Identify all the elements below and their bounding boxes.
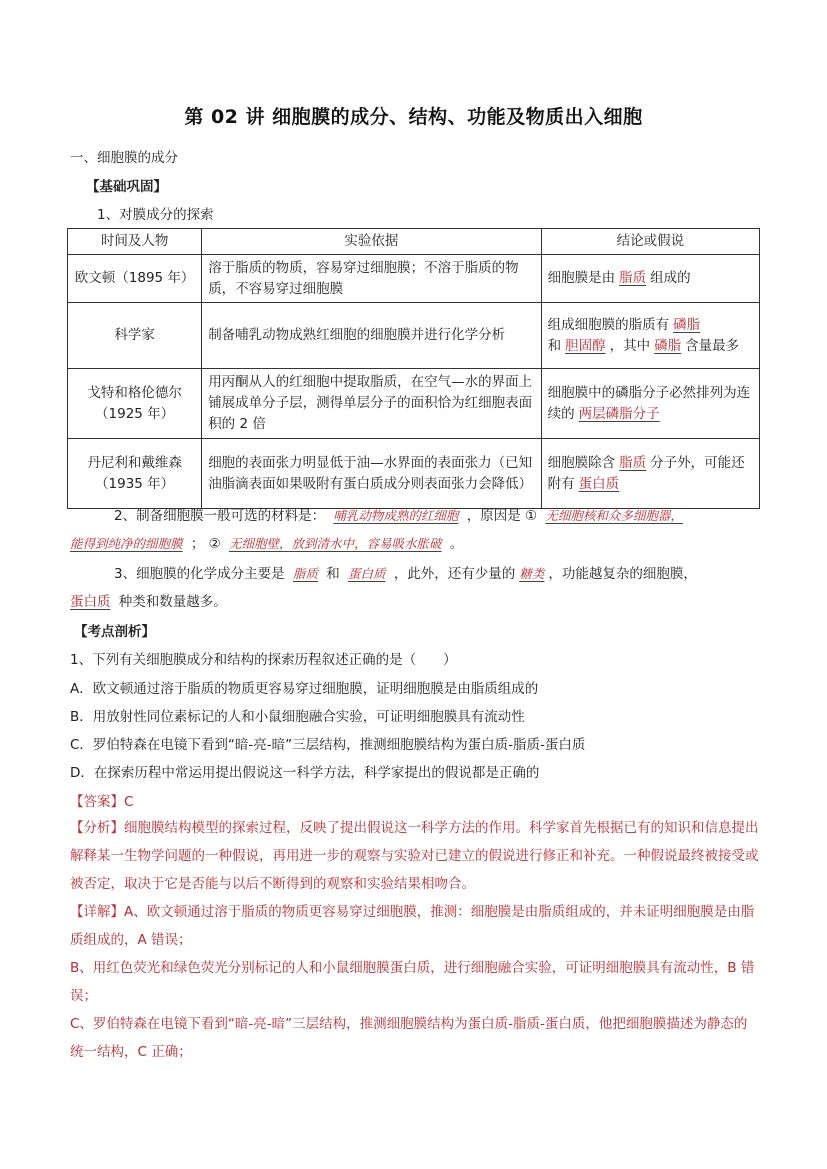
answer-blank: 糖类 (519, 566, 545, 581)
answer-blank: 无细胞核和众多细胞器， (545, 508, 683, 523)
person-year: （1925 年） (95, 405, 175, 422)
table-cell-person: 科学家 (68, 303, 202, 369)
answer-label: 【答案】C (70, 794, 134, 810)
item-3-paragraph (70, 560, 760, 616)
answer-blank: 无细胞壁，放到清水中，容易吸水胀破 (229, 536, 442, 551)
table-cell-conclusion (541, 255, 759, 303)
table-row (68, 255, 760, 303)
detail-paragraph-b: B、用红色荧光和绿色荧光分别标记的人和小鼠细胞膜蛋白质，进行细胞融合实验，可证明细胞膜具有流动性，B 错误； (70, 960, 755, 1004)
table-cell-basis: 制备哺乳动物成熟红细胞的细胞膜并进行化学分析 (202, 303, 541, 369)
conclusion-text: 和 (547, 337, 562, 354)
answer-blank: 脂质 (292, 566, 318, 581)
answer-blank: 蛋白质 (578, 475, 620, 492)
table-header-row (68, 229, 760, 255)
answer-blank: 脂质 (619, 454, 647, 471)
detail-paragraph-a: 【详解】A、欧文顿通过溶于脂质的物质更容易穿过细胞膜，推测：细胞膜是由脂质组成的，并未证明细胞膜是由脂质组成的，A 错误； (70, 904, 755, 948)
item-2-text: ，原因是 (466, 508, 521, 524)
option-b: B．用放射性同位素标记的人和小鼠细胞融合实验，可证明细胞膜具有流动性 (70, 709, 525, 725)
person-name: 丹尼利和戴维森 (87, 454, 182, 471)
option-a: A．欧文顿通过溶于脂质的物质更容易穿过细胞膜，证明细胞膜是由脂质组成的 (70, 681, 539, 697)
table-cell-person (68, 439, 202, 509)
item-3-text: ，此外，还有少量的 (393, 566, 516, 582)
conclusion-text: 含量最多 (685, 337, 740, 354)
conclusion-text: 分子外，可能还附有 (547, 454, 745, 492)
conclusion-text: 细胞膜是由 (547, 270, 616, 286)
table-cell-basis: 溶于脂质的物质，容易穿过细胞膜；不溶于脂质的物质，不容易穿过细胞膜 (202, 255, 541, 303)
item-2-text: ； (190, 536, 205, 552)
answer-blank: 脂质 (619, 270, 647, 286)
answer-blank: 蛋白质 (348, 566, 386, 581)
item-2-text: 。 (449, 536, 464, 552)
item-3-text: 和 (326, 566, 340, 582)
detail-paragraph-c: C、罗伯特森在电镜下看到“暗-亮-暗”三层结构，推测细胞膜结构为蛋白质-脂质-蛋白质，他把细胞膜描述为静态的统一结构，C 正确； (70, 1016, 748, 1060)
answer-blank: 磷脂 (654, 337, 682, 354)
table-row (68, 439, 760, 509)
table-cell-basis: 用丙酮从人的红细胞中提取脂质，在空气—水的界面上铺展成单分子层，测得单层分子的面积恰为红细胞表面积的 2 倍 (202, 369, 541, 439)
exam-heading: 【考点剖析】 (74, 624, 155, 640)
table-header: 实验依据 (202, 229, 541, 255)
conclusion-text: 细胞膜除含 (547, 454, 616, 471)
conclusion-text: 细胞膜中的磷脂分子必然排列为连续的 (547, 384, 751, 422)
table-row (68, 303, 760, 369)
answer-blank: 胆固醇 (565, 337, 606, 354)
answer-blank: 磷脂 (673, 316, 701, 333)
answer-blank: 两层磷脂分子 (578, 405, 660, 422)
item-3-text: 3、细胞膜的化学成分主要是 (114, 566, 285, 582)
item-2-paragraph (70, 502, 760, 558)
answer-blank: 哺乳动物成熟的红细胞 (333, 508, 459, 523)
item-3-text: 种类和数量越多。 (118, 594, 227, 610)
item-2-text: 2、制备细胞膜一般可选的材料是： (114, 508, 326, 524)
person-year: （1935 年） (95, 475, 175, 492)
number-marker: ② (208, 536, 221, 552)
person-name: 戈特和格伦德尔 (87, 384, 182, 401)
number-marker: ① (525, 508, 538, 524)
conclusion-text: ，其中 (609, 337, 651, 354)
conclusion-text: 组成细胞膜的脂质有 (547, 316, 670, 333)
table-cell-person: 欧文顿（1895 年） (68, 255, 202, 303)
question-stem: 1、下列有关细胞膜成分和结构的探索历程叙述正确的是（ ） (70, 652, 457, 668)
table-row (68, 369, 760, 439)
conclusion-text: 组成的 (650, 270, 691, 286)
table-cell-conclusion (541, 439, 759, 509)
table-cell-basis: 细胞的表面张力明显低于油—水界面的表面张力（已知油脂滴表面如果吸附有蛋白质成分则表面张力会降低） (202, 439, 541, 509)
answer-blank: 能得到纯净的细胞膜 (70, 536, 183, 551)
table-cell-conclusion (541, 303, 759, 369)
table-header: 结论或假说 (541, 229, 759, 255)
table-header: 时间及人物 (68, 229, 202, 255)
option-d: D．在探索历程中常运用提出假说这一科学方法，科学家提出的假说都是正确的 (70, 765, 540, 781)
membrane-exploration-table (67, 228, 760, 509)
analysis-paragraph: 【分析】细胞膜结构模型的探索过程，反映了提出假说这一科学方法的作用。科学家首先根据已有的知识和信息提出解释某一生物学问题的一种假说，再用进一步的观察与实验对已建立的假说进行修正和补充。一种假说最终被接受或被否定，取决于它是否能与以后不断得到的观察和实验结果相吻合。 (70, 820, 759, 892)
item-3-text: ，功能越复杂的细胞膜， (548, 566, 697, 582)
section-heading: 一、细胞膜的成分 (70, 150, 178, 166)
answer-blank: 蛋白质 (70, 594, 111, 610)
option-c: C．罗伯特森在电镜下看到“暗-亮-暗”三层结构，推测细胞膜结构为蛋白质-脂质-蛋白质 (70, 737, 586, 753)
basic-heading: 【基础巩固】 (86, 179, 167, 195)
item-1-heading: 1、对膜成分的探索 (97, 207, 214, 223)
page-title: 第 02 讲 细胞膜的成分、结构、功能及物质出入细胞 (184, 106, 643, 128)
table-cell-conclusion (541, 369, 759, 439)
table-cell-person (68, 369, 202, 439)
